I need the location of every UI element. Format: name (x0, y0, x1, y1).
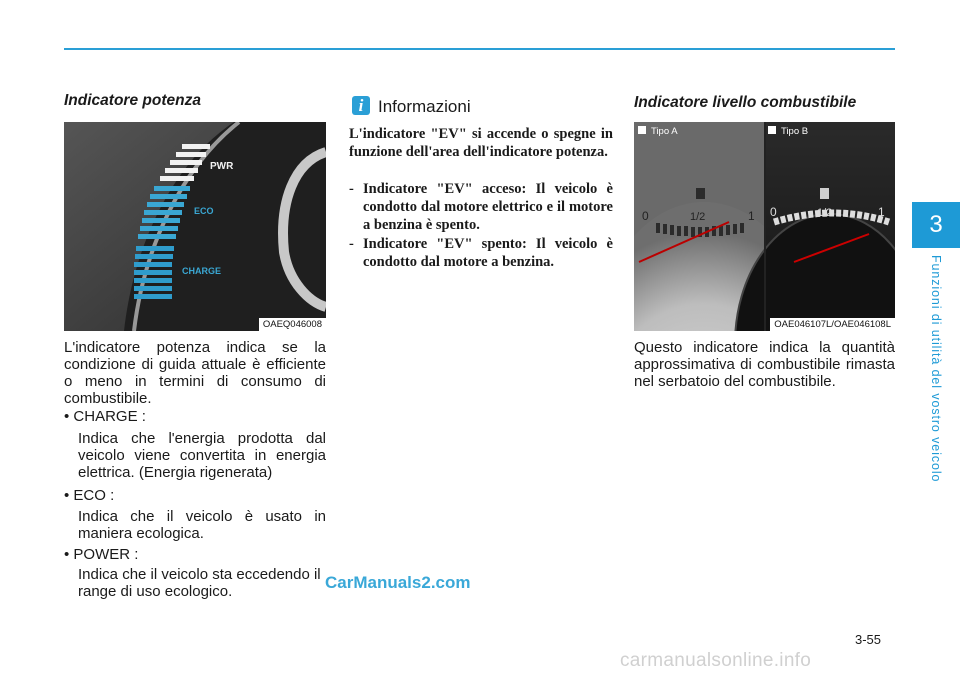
type-b-label: Tipo B (768, 126, 808, 137)
info-dash-2: - (349, 236, 354, 252)
fuel-b-half: 1/2 (817, 207, 833, 219)
eco-label: ECO (194, 206, 214, 216)
bullet-charge-label: • CHARGE : (64, 408, 146, 425)
info-dash-1: - (349, 181, 354, 197)
info-item-2: Indicatore "EV" spento: Il veicolo è condotto dal motore a benzina. (363, 236, 613, 270)
fuel-text: Questo indicatore indica la quantità approssimativa di combustibile rimasta nel serbatoio del combustibile. (634, 339, 895, 390)
chapter-title: Funzioni di utilità del vostro veicolo (929, 255, 943, 483)
power-heading: Indicatore potenza (64, 92, 201, 109)
fuel-b-zero: 0 (770, 205, 777, 219)
type-a-marker (638, 126, 646, 134)
watermark-carmanuals2[interactable]: CarManuals2.com (325, 573, 471, 592)
info-item-1: Indicatore "EV" acceso: Il veicolo è condotto dal motore elettrico e il motore a benzina è spento. (363, 181, 613, 233)
header-rule (64, 48, 895, 50)
fuel-heading: Indicatore livello combustibile (634, 94, 857, 111)
type-b-marker (768, 126, 776, 134)
bullet-eco-label: • ECO : (64, 487, 115, 504)
bullet-charge-text: Indica che l'energia prodotta dal veicolo viene convertita in energia elettrica. (Energia rigenerata) (78, 430, 326, 481)
info-paragraph: L'indicatore "EV" si accende o spegne in funzione dell'area dell'indicatore potenza. (349, 126, 613, 160)
power-gauge-illustration (64, 122, 326, 331)
info-icon: i (352, 96, 370, 115)
info-title: Informazioni (378, 97, 471, 116)
fuel-gauge-illustration (634, 122, 895, 331)
page-number: 3-55 (855, 632, 882, 647)
fuel-a-zero: 0 (642, 209, 649, 223)
bullet-eco-text: Indica che il veicolo è usato in maniera ecologica. (78, 508, 326, 542)
power-intro: L'indicatore potenza indica se la condizione di guida attuale è efficiente o meno in termini di consumo di combustibile. (64, 339, 326, 407)
type-a-label: Tipo A (638, 126, 678, 137)
bullet-power-label: • POWER : (64, 546, 139, 563)
fuel-gauge-figure (634, 122, 895, 331)
chapter-tab: 3 (912, 202, 960, 248)
figure-code: OAEQ046008 (259, 318, 326, 331)
watermark-carmanualsonline[interactable]: carmanualsonline.info (620, 650, 812, 671)
fuel-a-one: 1 (748, 209, 755, 223)
charge-label: CHARGE (182, 266, 222, 276)
pwr-label: PWR (210, 161, 234, 172)
figure-code: OAE046107L/OAE046108L (770, 318, 895, 331)
fuel-a-half: 1/2 (690, 211, 706, 223)
power-gauge-figure (64, 122, 326, 331)
bullet-power-text: Indica che il veicolo sta eccedendo il range di uso ecologico. (78, 566, 321, 600)
fuel-b-one: 1 (878, 205, 885, 219)
